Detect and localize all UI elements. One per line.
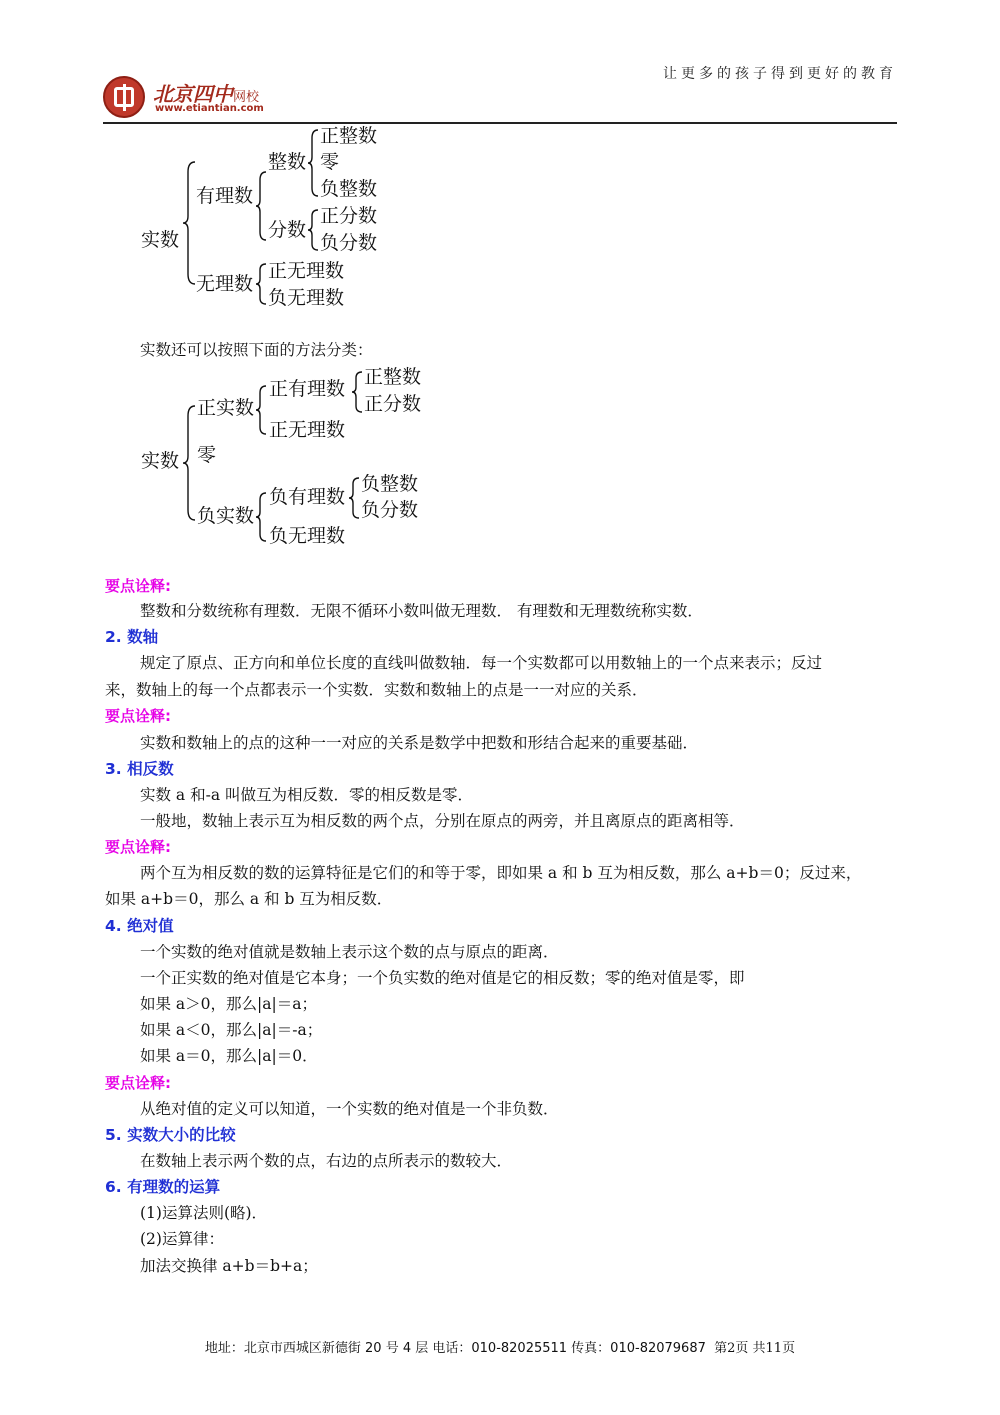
paragraph: 如果 a＝0，那么|a|＝0． <box>140 1047 318 1065</box>
tree2-root-brace <box>181 404 197 522</box>
paragraph: 如果 a＞0，那么|a|＝a； <box>140 995 317 1013</box>
tree1-pos-int: 正整数 <box>320 125 378 147</box>
section-heading: 6. 有理数的运算 <box>105 1178 221 1196</box>
section-heading: 3. 相反数 <box>105 760 174 778</box>
header-divider <box>103 122 897 124</box>
paragraph: (2)运算律： <box>140 1230 224 1248</box>
tree2-neg-rational-brace <box>347 476 361 520</box>
tree2-pos-irr: 正无理数 <box>269 419 346 441</box>
tree1-pos-irr: 正无理数 <box>268 260 345 282</box>
paragraph: 一个实数的绝对值就是数轴上表示这个数的点与原点的距离． <box>140 943 559 961</box>
tree1-root-brace <box>181 160 197 286</box>
tree2-neg-frac: 负分数 <box>361 499 419 521</box>
paragraph: 一般地，数轴上表示互为相反数的两个点，分别在原点的两旁，并且离原点的距离相等． <box>140 812 745 830</box>
paragraph: 如果 a+b＝0，那么 a 和 b 互为相反数． <box>105 890 393 908</box>
paragraph: 实数和数轴上的点的这种一一对应的关系是数学中把数和形结合起来的重要基础． <box>140 734 699 752</box>
footer-address: 地址：北京市西城区新德街 20 号 4 层 电话：010-82025511 传真：010-82079687 <box>204 1341 706 1356</box>
tree1-rational-brace <box>254 170 268 242</box>
section-heading: 5. 实数大小的比较 <box>105 1126 236 1144</box>
paragraph: 如果 a＜0，那么|a|＝-a； <box>140 1021 323 1039</box>
page-number: 第2页 共11页 <box>714 1341 796 1356</box>
paragraph: 一个正实数的绝对值是它本身；一个负实数的绝对值是它的相反数；零的绝对值是零，即 <box>140 969 745 987</box>
paragraph: (1)运算法则(略)． <box>140 1204 268 1222</box>
note-label: 要点诠释: <box>105 707 171 725</box>
tree2-pos-int: 正整数 <box>364 366 422 388</box>
tree1-irrational-brace <box>254 262 268 306</box>
paragraph: 来，数轴上的每一个点都表示一个实数．实数和数轴上的点是一一对应的关系． <box>105 681 648 699</box>
tree2-neg-irr: 负无理数 <box>269 525 346 547</box>
tree1-rational: 有理数 <box>196 185 254 207</box>
tree1-irrational: 无理数 <box>196 273 254 295</box>
paragraph: 实数 a 和-a 叫做互为相反数．零的相反数是零． <box>140 786 474 804</box>
tree2-neg-real-brace <box>254 491 268 543</box>
tree2-pos-rational: 正有理数 <box>269 378 346 400</box>
tree1-pos-frac: 正分数 <box>320 205 378 227</box>
tree2-neg-rational: 负有理数 <box>269 486 346 508</box>
section-heading: 4. 绝对值 <box>105 917 174 935</box>
paragraph: 从绝对值的定义可以知道，一个实数的绝对值是一个非负数． <box>140 1100 559 1118</box>
tree1-neg-int: 负整数 <box>320 178 378 200</box>
tree2-neg-real: 负实数 <box>197 505 255 527</box>
tree1-root: 实数 <box>141 229 180 251</box>
tree1-fractions: 分数 <box>268 219 307 241</box>
logo-url: www.etiantian.com <box>155 103 264 114</box>
tree2-pos-rational-brace <box>350 370 364 414</box>
tree1-neg-irr: 负无理数 <box>268 287 345 309</box>
tree1-integers: 整数 <box>268 151 307 173</box>
paragraph: 加法交换律 a+b＝b+a； <box>140 1257 318 1275</box>
tree2-neg-int: 负整数 <box>361 473 419 495</box>
paragraph: 规定了原点、正方向和单位长度的直线叫做数轴．每一个实数都可以用数轴上的一个点来表示；反过 <box>140 654 823 672</box>
tree2-zero: 零 <box>197 444 217 466</box>
logo <box>103 76 293 120</box>
logo-name: 北京四中网校 <box>153 82 260 106</box>
note-label: 要点诠释: <box>105 1074 171 1092</box>
tree1-neg-frac: 负分数 <box>320 232 378 254</box>
tree1-integers-brace <box>306 128 320 198</box>
tree2-pos-real: 正实数 <box>197 397 255 419</box>
logo-seal-icon <box>103 76 145 118</box>
tree2-pos-real-brace <box>254 384 268 436</box>
tree1-zero: 零 <box>320 151 340 173</box>
tree1-fractions-brace <box>306 208 320 252</box>
note-label: 要点诠释: <box>105 838 171 856</box>
note-label: 要点诠释: <box>105 577 171 595</box>
footer <box>0 1337 1000 1356</box>
paragraph: 整数和分数统称有理数．无限不循环小数叫做无理数． 有理数和无理数统称实数． <box>140 602 703 620</box>
paragraph: 在数轴上表示两个数的点，右边的点所表示的数较大． <box>140 1152 513 1170</box>
slogan: 让更多的孩子得到更好的教育 <box>663 66 897 82</box>
section-heading: 2. 数轴 <box>105 628 159 646</box>
tree2-intro: 实数还可以按照下面的方法分类： <box>140 341 373 359</box>
paragraph: 两个互为相反数的数的运算特征是它们的和等于零，即如果 a 和 b 互为相反数，那么 a+b＝0；反过来， <box>140 864 862 882</box>
tree2-pos-frac: 正分数 <box>364 393 422 415</box>
tree2-root: 实数 <box>141 450 180 472</box>
